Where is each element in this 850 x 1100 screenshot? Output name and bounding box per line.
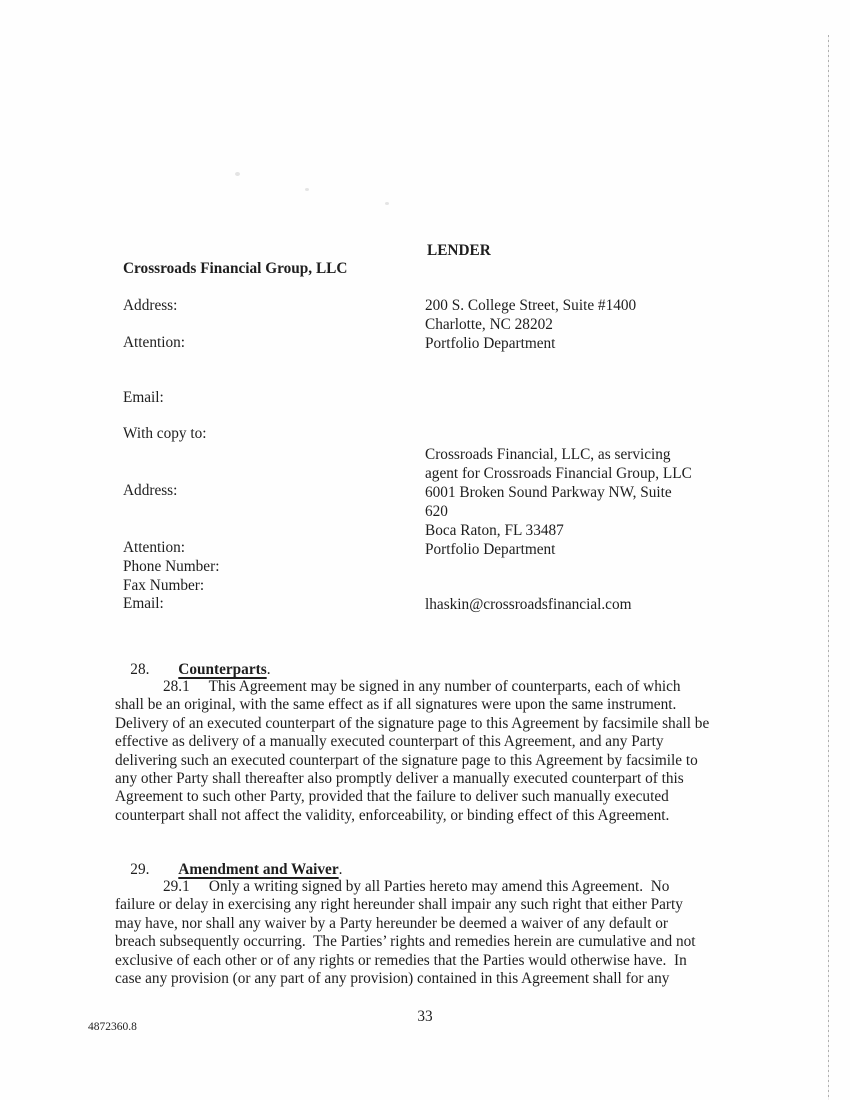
scan-speck [235, 172, 240, 176]
section-29-number: 29. [130, 861, 150, 878]
page-number: 33 [417, 1008, 433, 1025]
section-29-title: Amendment and Waiver [178, 861, 339, 878]
scan-speck [305, 188, 309, 191]
paragraph-29-1: 29.1 Only a writing signed by all Parties hereto may amend this Agreement. No failure or delay in exercising any right hereunder shall impair any such right that either Party may have, nor shall any waiver by a Party hereunder be deemed a waiver of any default or breach subsequently occurring. The Parties’ rights and remedies herein are cumulative and not exclusive of each other or of any rights or remedies that the Parties would otherwise have. In case any provision (or any part of any provision) contained in this Agreement shall for any [115, 878, 696, 988]
lender-address-block: 200 S. College Street, Suite #1400 Charlotte, NC 28202 Portfolio Department [425, 297, 637, 352]
field-label-attention-1: Attention: [123, 334, 186, 351]
field-label-with-copy-to: With copy to: [123, 425, 207, 442]
section-28-title: Counterparts [178, 661, 267, 678]
scan-artifact-line [828, 35, 829, 1100]
section-28-title-period: . [266, 661, 271, 678]
document-id: 4872360.8 [88, 1021, 137, 1033]
field-label-email-2: Email: [123, 595, 164, 612]
email-value: lhaskin@crossroadsfinancial.com [425, 596, 632, 613]
lender-heading: LENDER [427, 242, 491, 259]
scan-speck [385, 202, 389, 205]
field-label-attention-2: Attention: [123, 539, 186, 556]
field-label-fax-number: Fax Number: [123, 577, 205, 594]
field-label-address-2: Address: [123, 482, 178, 499]
copy-to-address-block: Crossroads Financial, LLC, as servicing agent for Crossroads Financial Group, LLC 6001 Broken Sound Parkway NW, Suite 620 Boca Raton, FL 33487 Portfolio Department [425, 446, 692, 558]
field-label-email-1: Email: [123, 389, 164, 406]
paragraph-28-1: 28.1 This Agreement may be signed in any number of counterparts, each of which shall be an original, with the same effect as if all signatures were upon the same instrument. Delivery of an executed counterpart of the signature page to this Agreement by facsimile shall be effective as delivery of a manually executed counterpart of this Agreement, and any Party delivering such an executed counterpart of the signature page to this Agreement by facsimile to any other Party shall thereafter also promptly deliver a manually executed counterpart of this Agreement to such other Party, provided that the failure to deliver such manually executed counterpart shall not affect the validity, enforceability, or binding effect of this Agreement. [115, 678, 710, 824]
section-28-number: 28. [130, 661, 150, 678]
company-name: Crossroads Financial Group, LLC [123, 260, 348, 277]
section-29-title-period: . [338, 861, 343, 878]
field-label-phone-number: Phone Number: [123, 558, 220, 575]
field-label-address-1: Address: [123, 297, 178, 314]
